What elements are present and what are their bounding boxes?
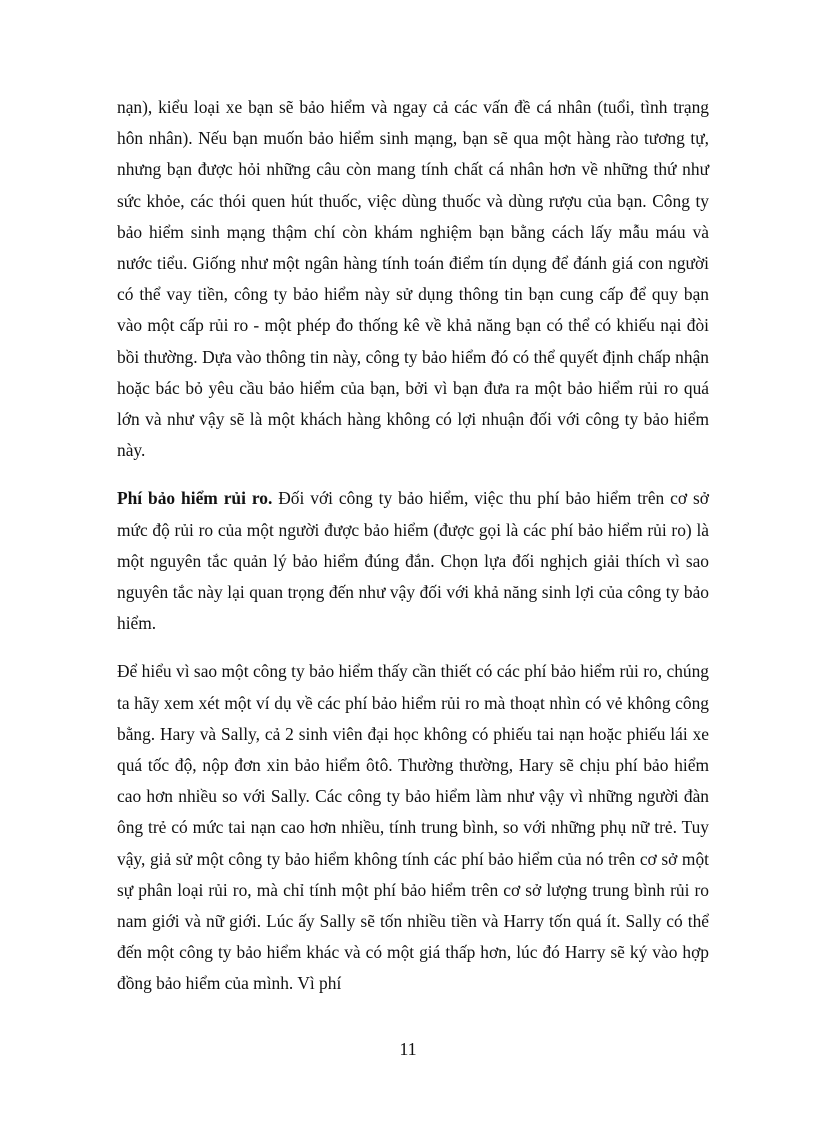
paragraph-risk-based-premiums xyxy=(117,483,709,639)
paragraph-underwriting-screening xyxy=(117,92,709,466)
paragraph-harry-sally-example xyxy=(117,656,709,999)
paragraph-text: Để hiểu vì sao một công ty bảo hiểm thấy cần thiết có các phí bảo hiểm rủi ro, chúng ta hãy xem xét một ví dụ về các phí bảo hiểm rủi ro mà thoạt nhìn có vẻ không công bằng. Hary và Sally, cả 2 sinh viên đại học không có phiếu tai nạn hoặc phiếu lái xe quá tốc độ, nộp đơn xin bảo hiểm ôtô. Thường thường, Hary sẽ chịu phí bảo hiểm cao hơn nhiều so với Sally. Các công ty bảo hiểm làm như vậy vì những người đàn ông trẻ có mức tai nạn cao hơn nhiều, tính trung bình, so với những phụ nữ trẻ. Tuy vậy, giả sử một công ty bảo hiểm không tính các phí bảo hiểm của nó trên cơ sở một sự phân loại rủi ro, mà chỉ tính một phí bảo hiểm trên cơ sở lượng trung bình rủi ro nam giới và nữ giới. Lúc ấy Sally sẽ tốn nhiều tiền và Harry tốn quá ít. Sally có thể đến một công ty bảo hiểm khác và có một giá thấp hơn, lúc đó Harry sẽ ký vào hợp đồng bảo hiểm của mình. Vì phí xyxy=(117,661,709,994)
paragraph-lead-heading: Phí bảo hiểm rủi ro. xyxy=(117,488,273,509)
document-body xyxy=(117,92,709,1000)
paragraph-text: nạn), kiểu loại xe bạn sẽ bảo hiểm và ngay cả các vấn đề cá nhân (tuổi, tình trạng hôn nhân). Nếu bạn muốn bảo hiểm sinh mạng, bạn sẽ qua một hàng rào tương tự, nhưng bạn được hỏi những câu còn mang tính chất cá nhân hơn về những thứ như sức khỏe, các thói quen hút thuốc, việc dùng thuốc và dùng rượu của bạn. Công ty bảo hiểm sinh mạng thậm chí còn khám nghiệm bạn bằng cách lấy mẫu máu và nước tiểu. Giống như một ngân hàng tính toán điểm tín dụng để đánh giá con người có thể vay tiền, công ty bảo hiểm này sử dụng thông tin bạn cung cấp để quy bạn vào một cấp rủi ro - một phép đo thống kê về khả năng bạn có thể có khiếu nại đòi bồi thường. Dựa vào thông tin này, công ty bảo hiểm đó có thể quyết định chấp nhận hoặc bác bỏ yêu cầu bảo hiểm của bạn, bởi vì bạn đưa ra một bảo hiểm rủi ro quá lớn và như vậy sẽ là một khách hàng không có lợi nhuận đối với công ty bảo hiểm này. xyxy=(117,97,709,461)
page-number: 11 xyxy=(399,1039,417,1059)
paragraph-text: Đối với công ty bảo hiểm, việc thu phí bảo hiểm trên cơ sở mức độ rủi ro của một người được bảo hiểm (được gọi là các phí bảo hiểm rủi ro) là một nguyên tắc quản lý bảo hiểm đúng đắn. Chọn lựa đối nghịch giải thích vì sao nguyên tắc này lại quan trọng đến như vậy đối với khả năng sinh lợi của công ty bảo hiểm. xyxy=(117,488,709,634)
